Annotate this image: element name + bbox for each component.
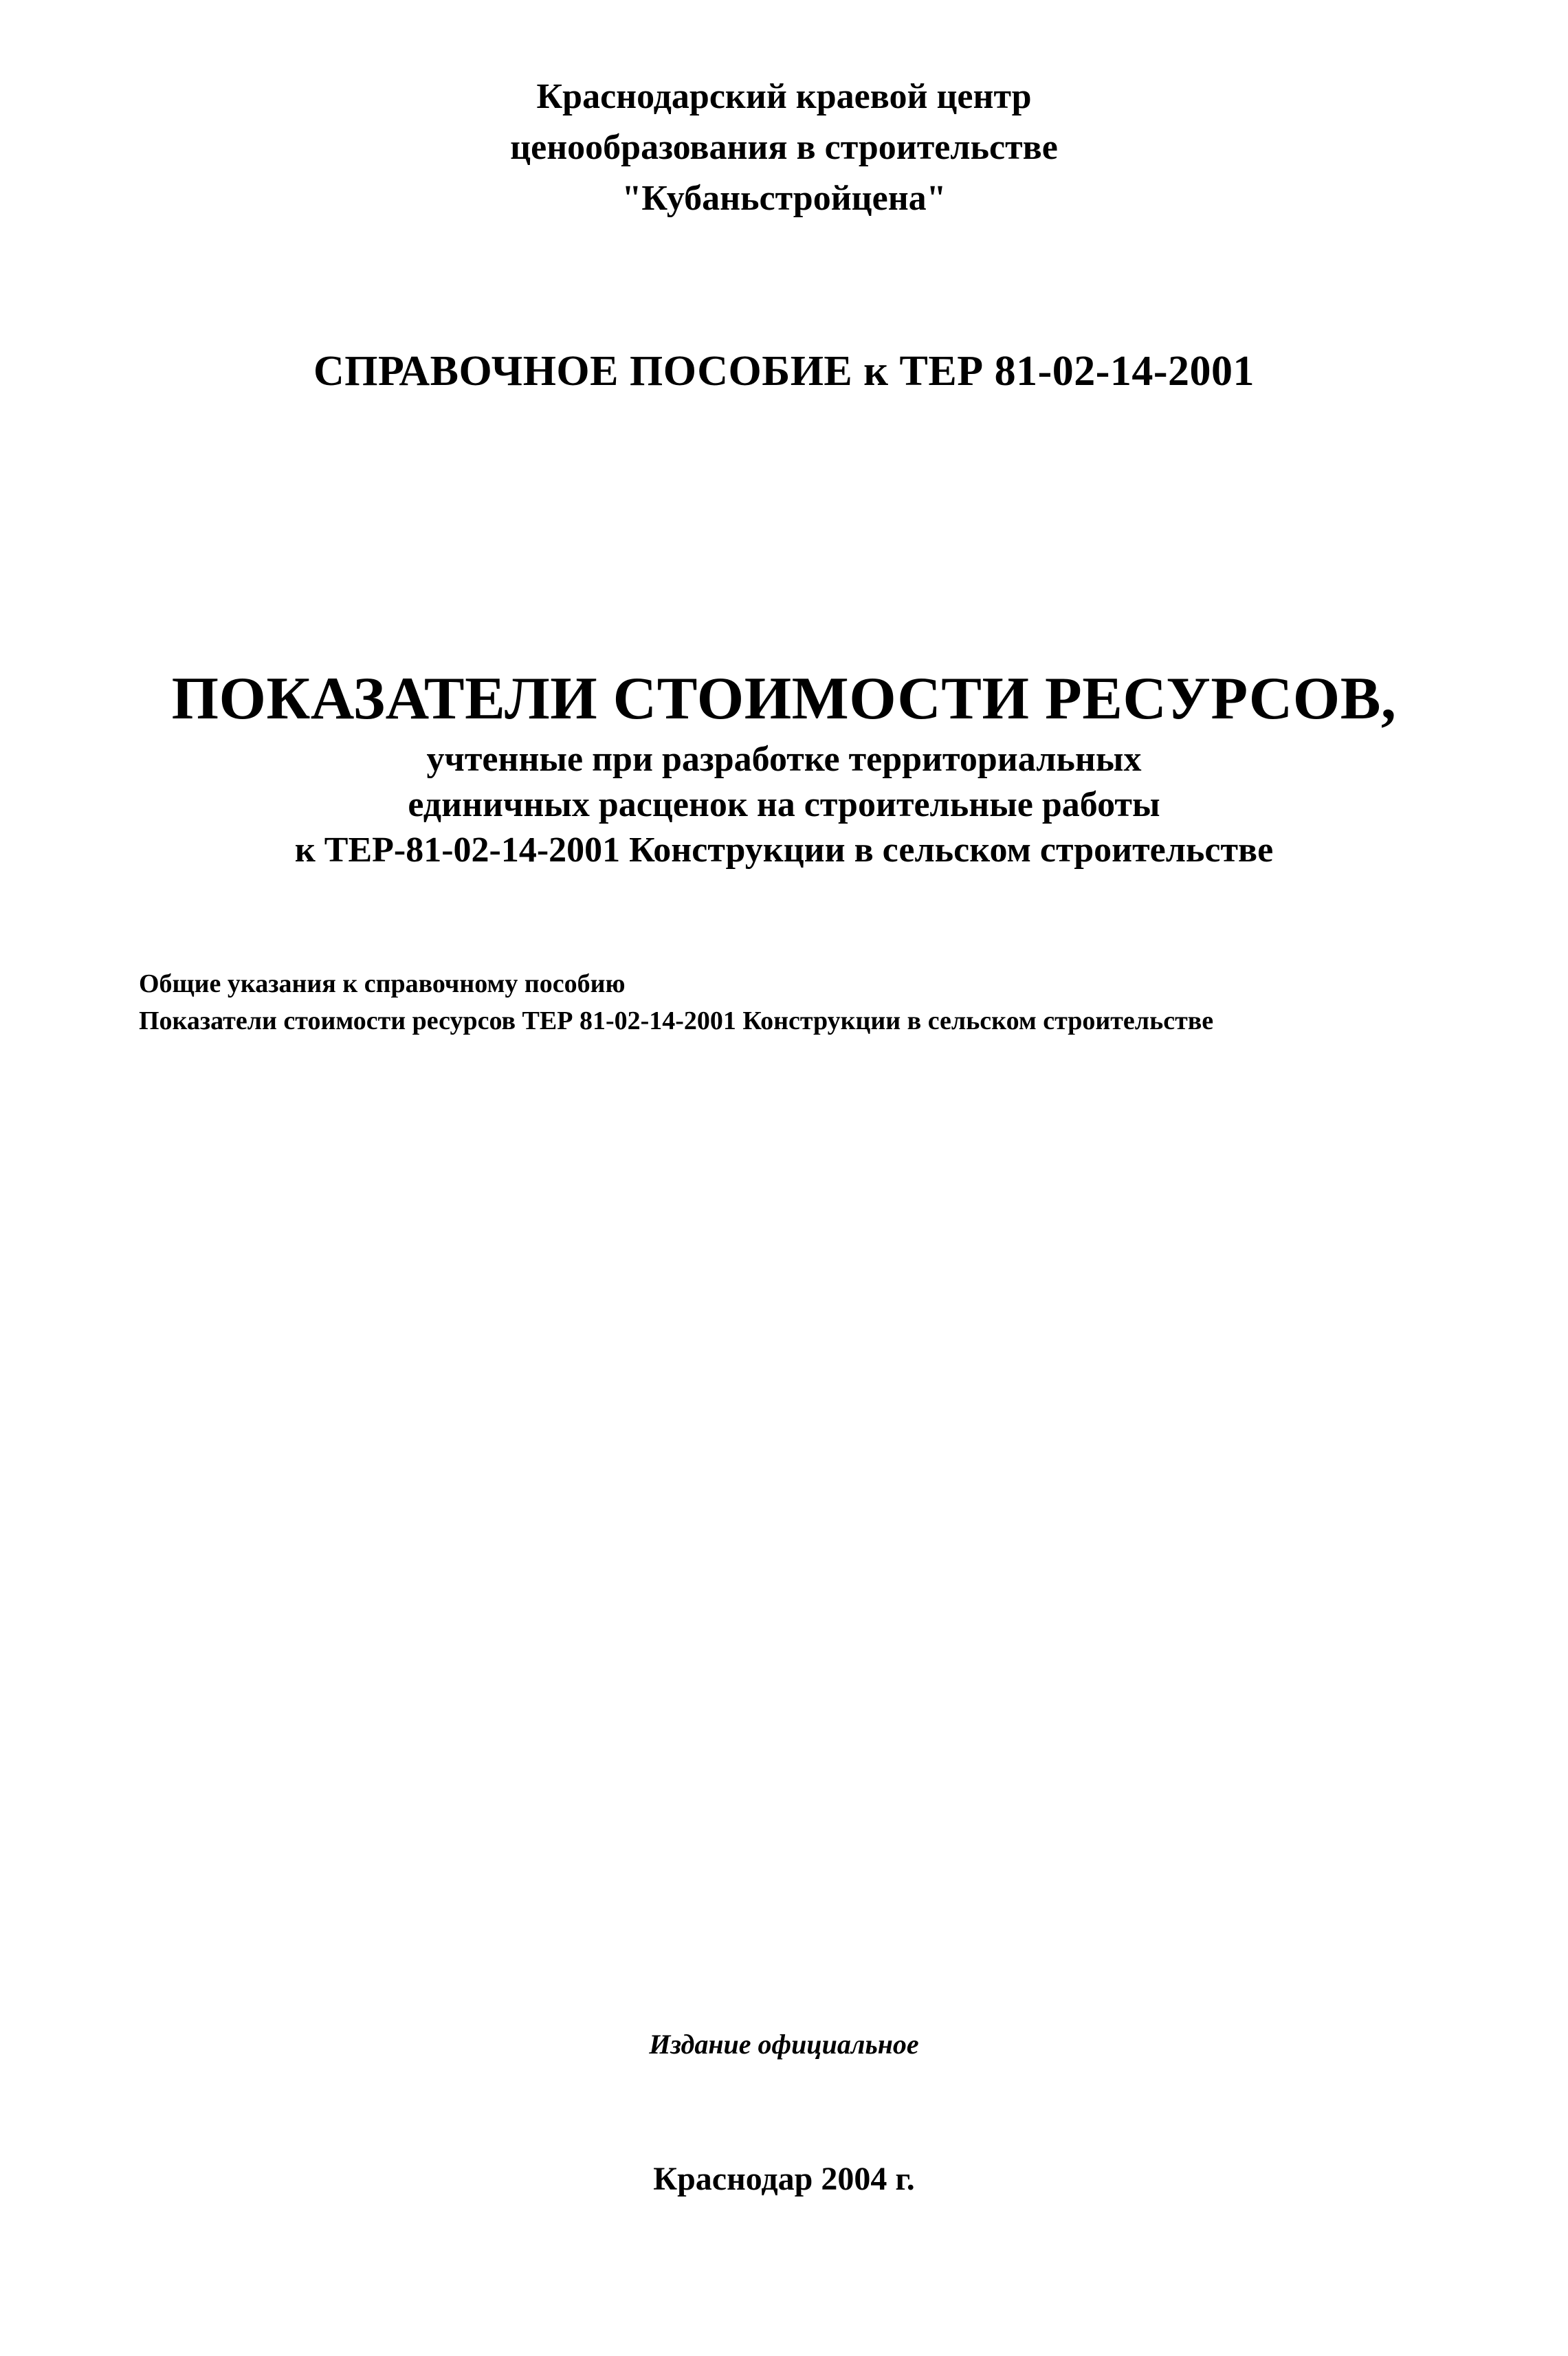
subtitle-line-3: к ТЕР-81-02-14-2001 Конструкции в сельском строительстве — [294, 830, 1274, 870]
organization-line-2: ценообразования в строительстве — [510, 128, 1058, 167]
organization-line-3: "Кубаньстройцена" — [621, 179, 947, 218]
contents-list — [139, 965, 1479, 1039]
main-title: ПОКАЗАТЕЛИ СТОИМОСТИ РЕСУРСОВ, — [171, 665, 1397, 732]
subtitle-line-2: единичных расценок на строительные работы — [408, 785, 1160, 824]
contents-item-general: Общие указания к справочному пособию — [139, 969, 626, 998]
subtitle-line-1: учтенные при разработке территориальных — [426, 740, 1142, 779]
organization-header — [0, 71, 1568, 224]
main-title-block — [0, 661, 1568, 873]
edition-note: Издание официальное — [649, 2029, 919, 2060]
contents-item-indicators: Показатели стоимости ресурсов ТЕР 81-02-14-2001 Конструкции в сельском строительстве — [139, 1006, 1214, 1035]
city-year: Краснодар 2004 г. — [653, 2161, 915, 2197]
reference-title: СПРАВОЧНОЕ ПОСОБИЕ к ТЕР 81-02-14-2001 — [313, 348, 1255, 395]
organization-line-1: Краснодарский краевой центр — [536, 77, 1032, 116]
